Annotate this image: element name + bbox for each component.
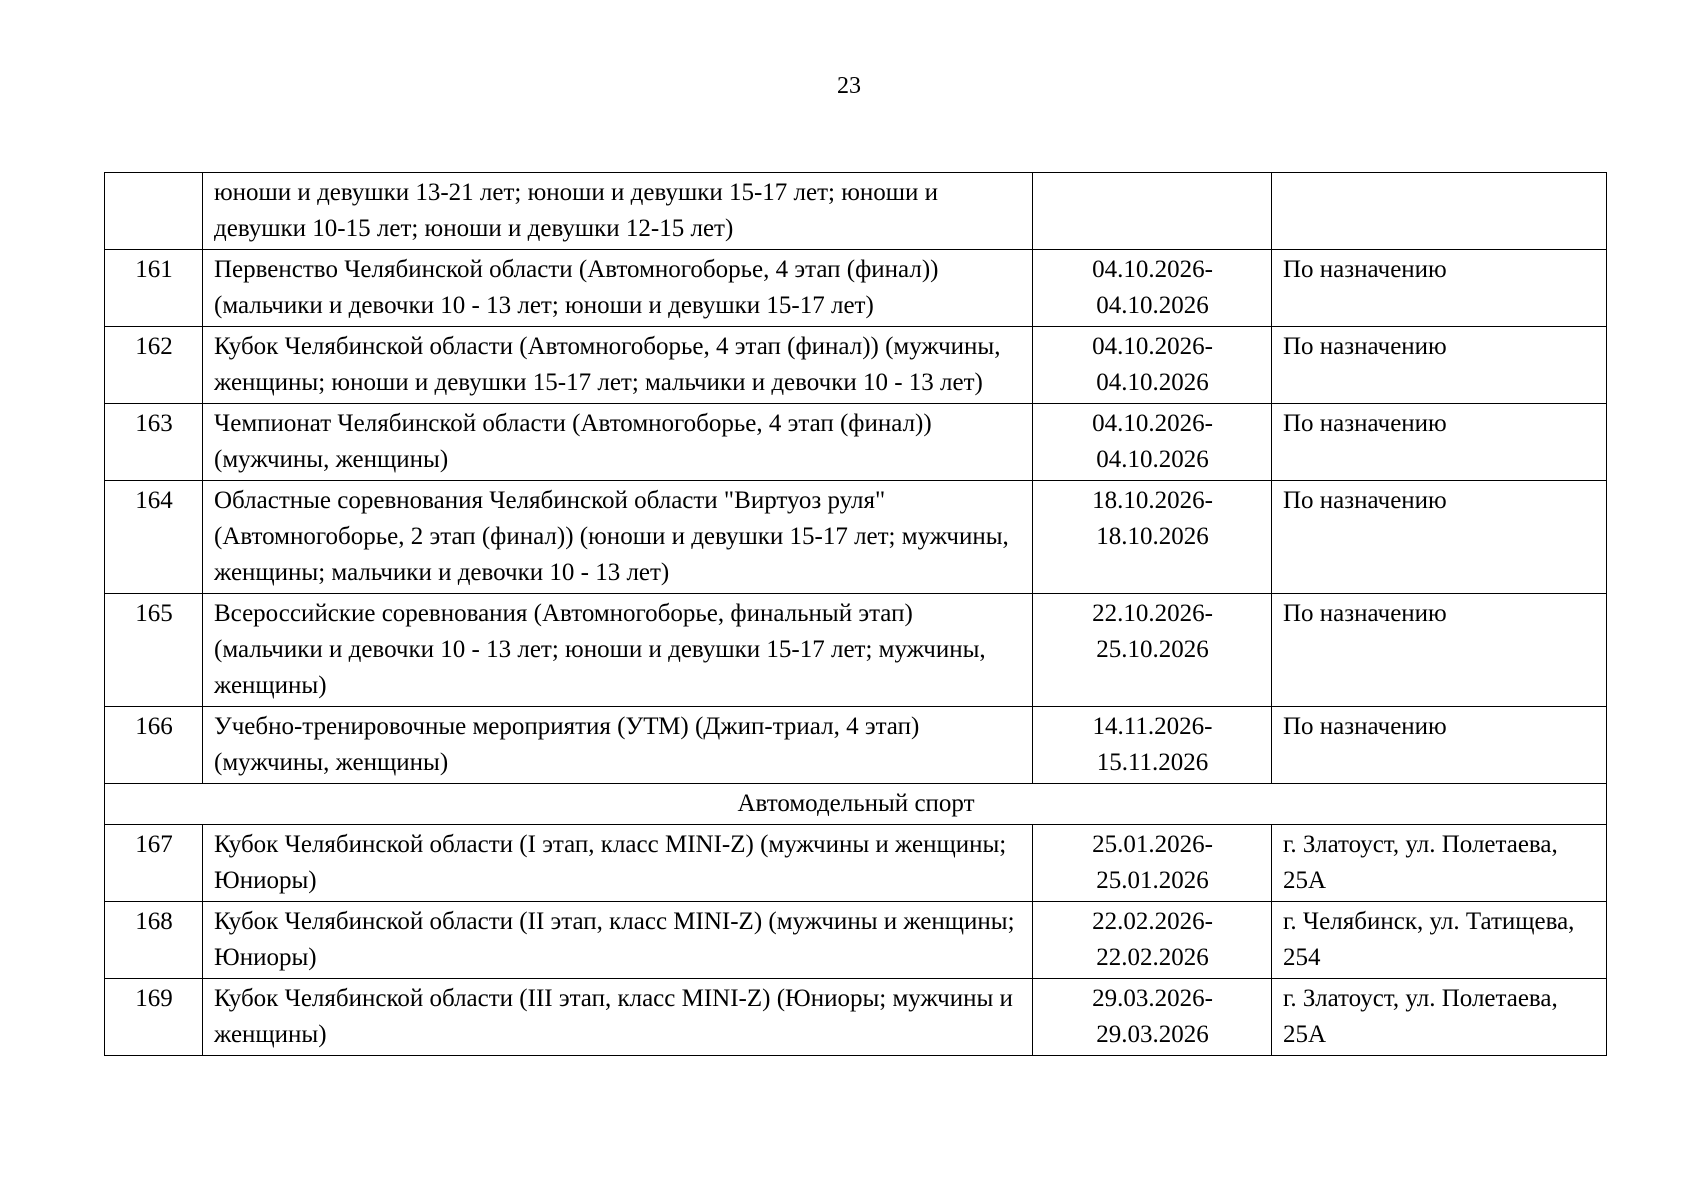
date-start: 04.10.2026- bbox=[1092, 256, 1213, 283]
table-row bbox=[105, 979, 1607, 1056]
table-row bbox=[105, 404, 1607, 481]
date-start: 04.10.2026- bbox=[1092, 333, 1213, 360]
event-name: юноши и девушки 13-21 лет; юноши и девушки 15-17 лет; юноши и девушки 10-15 лет; юноши и девушки 12-15 лет) bbox=[203, 173, 1033, 250]
date-end: 22.02.2026 bbox=[1096, 944, 1209, 971]
date-start: 29.03.2026- bbox=[1092, 985, 1213, 1012]
row-number: 169 bbox=[105, 979, 203, 1056]
event-dates bbox=[1033, 902, 1272, 979]
event-name: Учебно-тренировочные мероприятия (УТМ) (Джип-триал, 4 этап) (мужчины, женщины) bbox=[203, 707, 1033, 784]
event-name: Первенство Челябинской области (Автомногоборье, 4 этап (финал)) (мальчики и девочки 10 - 13 лет; юноши и девушки 15-17 лет) bbox=[203, 250, 1033, 327]
table-row bbox=[105, 481, 1607, 594]
event-dates bbox=[1033, 825, 1272, 902]
event-dates bbox=[1033, 594, 1272, 707]
table-row bbox=[105, 327, 1607, 404]
row-number: 162 bbox=[105, 327, 203, 404]
date-start: 14.11.2026- bbox=[1092, 713, 1213, 740]
event-name: Кубок Челябинской области (III этап, класс MINI-Z) (Юниоры; мужчины и женщины) bbox=[203, 979, 1033, 1056]
event-place: г. Златоуст, ул. Полетаева, 25А bbox=[1272, 979, 1607, 1056]
table-row bbox=[105, 902, 1607, 979]
section-header-row bbox=[105, 784, 1607, 825]
event-place: г. Златоуст, ул. Полетаева, 25А bbox=[1272, 825, 1607, 902]
date-end: 18.10.2026 bbox=[1096, 523, 1209, 550]
event-name: Кубок Челябинской области (Автомногоборье, 4 этап (финал)) (мужчины, женщины; юноши и девушки 15-17 лет; мальчики и девочки 10 - 13 лет) bbox=[203, 327, 1033, 404]
event-dates bbox=[1033, 327, 1272, 404]
event-place: По назначению bbox=[1272, 707, 1607, 784]
table-row bbox=[105, 250, 1607, 327]
event-place: По назначению bbox=[1272, 481, 1607, 594]
date-start: 04.10.2026- bbox=[1092, 410, 1213, 437]
row-number: 168 bbox=[105, 902, 203, 979]
event-dates bbox=[1033, 979, 1272, 1056]
table-row-continuation bbox=[105, 173, 1607, 250]
event-dates bbox=[1033, 707, 1272, 784]
event-name: Областные соревнования Челябинской области "Виртуоз руля" (Автомногоборье, 2 этап (финал)) (юноши и девушки 15-17 лет; мужчины, женщины; мальчики и девочки 10 - 13 лет) bbox=[203, 481, 1033, 594]
event-dates bbox=[1033, 250, 1272, 327]
table-row bbox=[105, 825, 1607, 902]
date-end: 15.11.2026 bbox=[1096, 749, 1209, 776]
section-title: Автомодельный спорт bbox=[105, 784, 1607, 825]
event-place: По назначению bbox=[1272, 594, 1607, 707]
row-number: 167 bbox=[105, 825, 203, 902]
date-end: 25.10.2026 bbox=[1096, 636, 1209, 663]
event-place: По назначению bbox=[1272, 250, 1607, 327]
event-dates bbox=[1033, 481, 1272, 594]
date-end: 04.10.2026 bbox=[1096, 446, 1209, 473]
page-number: 23 bbox=[837, 73, 861, 99]
event-place: По назначению bbox=[1272, 404, 1607, 481]
row-number: 163 bbox=[105, 404, 203, 481]
row-number: 164 bbox=[105, 481, 203, 594]
row-number: 161 bbox=[105, 250, 203, 327]
event-place bbox=[1272, 173, 1607, 250]
date-end: 29.03.2026 bbox=[1096, 1021, 1209, 1048]
row-number: 165 bbox=[105, 594, 203, 707]
date-start: 25.01.2026- bbox=[1092, 831, 1213, 858]
row-number bbox=[105, 173, 203, 250]
event-name: Кубок Челябинской области (II этап, класс MINI-Z) (мужчины и женщины; Юниоры) bbox=[203, 902, 1033, 979]
row-number: 166 bbox=[105, 707, 203, 784]
event-place: По назначению bbox=[1272, 327, 1607, 404]
date-start: 18.10.2026- bbox=[1092, 487, 1213, 514]
events-table-body bbox=[105, 173, 1607, 1056]
table-row bbox=[105, 707, 1607, 784]
date-end: 04.10.2026 bbox=[1096, 369, 1209, 396]
event-dates bbox=[1033, 173, 1272, 250]
date-end: 25.01.2026 bbox=[1096, 867, 1209, 894]
event-name: Всероссийские соревнования (Автомногоборье, финальный этап) (мальчики и девочки 10 - 13 лет; юноши и девушки 15-17 лет; мужчины, женщины) bbox=[203, 594, 1033, 707]
event-place: г. Челябинск, ул. Татищева, 254 bbox=[1272, 902, 1607, 979]
event-dates bbox=[1033, 404, 1272, 481]
events-table bbox=[104, 172, 1607, 1056]
date-end: 04.10.2026 bbox=[1096, 292, 1209, 319]
event-name: Чемпионат Челябинской области (Автомногоборье, 4 этап (финал)) (мужчины, женщины) bbox=[203, 404, 1033, 481]
table-row bbox=[105, 594, 1607, 707]
event-name: Кубок Челябинской области (I этап, класс MINI-Z) (мужчины и женщины; Юниоры) bbox=[203, 825, 1033, 902]
date-start: 22.10.2026- bbox=[1092, 600, 1213, 627]
date-start: 22.02.2026- bbox=[1092, 908, 1213, 935]
